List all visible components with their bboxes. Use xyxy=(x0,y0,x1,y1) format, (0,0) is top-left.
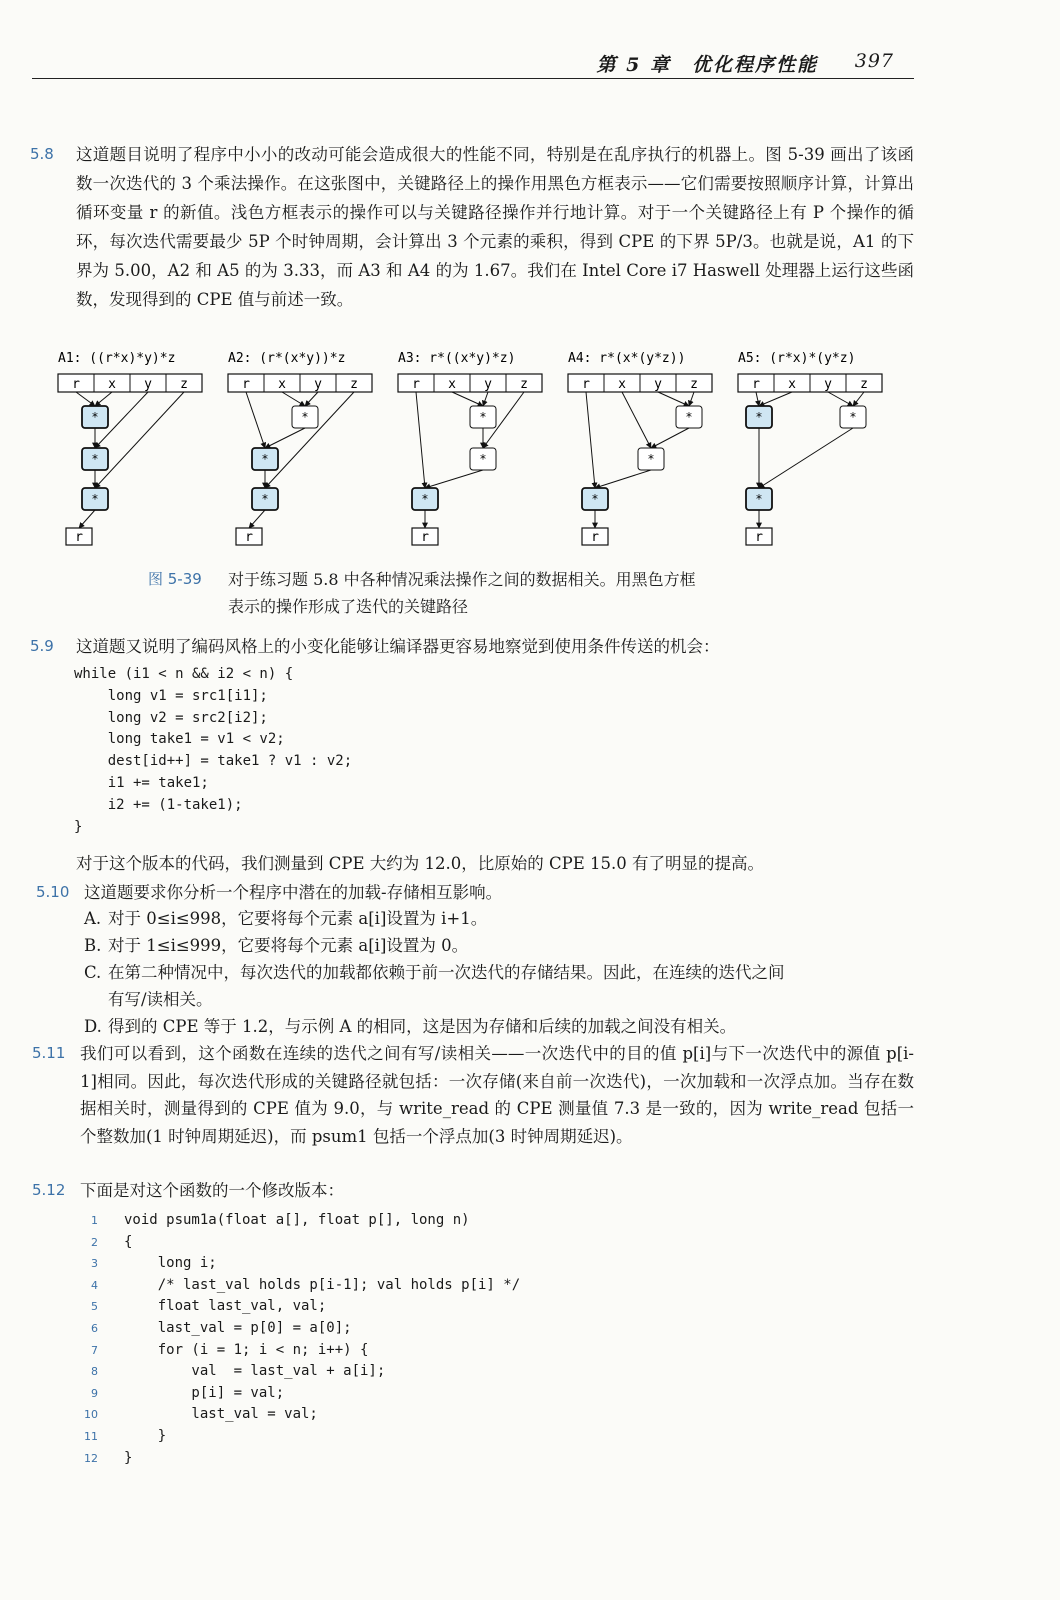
multiply-symbol: * xyxy=(685,410,693,424)
line-number: 11 xyxy=(84,1429,98,1443)
input-y: y xyxy=(484,377,492,392)
answer-text: 这道题目说明了程序中小小的改动可能会造成很大的性能不同，特别是在乱序执行的机器上。图 5-39 画出了该函数一次迭代的 3 个乘法操作。在这张图中，关键路径上的操作用黑色方框表示——它们需要按照顺序计算，计算出循环变量 r 的新值。浅色方框表示的操作可以与关键路径操作并行地计算。对于一个关键路径上有 P 个操作的循环，每次迭代需要最少 5P 个时钟周期，会计算出 3 个元素的乘积，得到 CPE 的下界 5P/3。也就是说，A1 的下界为 5.00，A2 和 A5 的为 3.33，而 A3 和 A4 的为 1.67。我们在 Intel Core i7 Haswell 处理器上运行这些函数，发现得到的 CPE 值与前述一致。 xyxy=(76,145,914,309)
answer-number: 5.10 xyxy=(36,883,70,901)
item-label: A. xyxy=(84,909,102,928)
variant-label: A1: ((r*x)*y)*z xyxy=(58,351,176,366)
code-line: dest[id++] = take1 ? v1 : v2; xyxy=(74,753,353,770)
code-block-5-9 xyxy=(74,664,352,838)
input-y: y xyxy=(654,377,662,392)
page-number: 397 xyxy=(854,50,894,72)
code-text: val = last_val + a[i]; xyxy=(124,1363,386,1380)
multiply-symbol: * xyxy=(91,492,99,506)
code-line: long v2 = src2[i2]; xyxy=(74,709,268,726)
multiply-symbol: * xyxy=(479,410,487,424)
figure-caption xyxy=(148,566,848,620)
variant-label: A5: (r*x)*(y*z) xyxy=(738,351,856,366)
dependency-arrow xyxy=(756,392,759,406)
input-x: x xyxy=(788,377,796,392)
variant-label: A3: r*((x*y)*z) xyxy=(398,351,516,366)
dependency-arrow xyxy=(282,392,305,406)
line-number: 4 xyxy=(91,1278,98,1292)
multiply-symbol: * xyxy=(755,492,763,506)
answer-intro: 这道题又说明了编码风格上的小变化能够让编译器更容易地察觉到使用条件传送的机会： xyxy=(76,637,720,656)
caption-line-1: 对于练习题 5.8 中各种情况乘法操作之间的数据相关。用黑色方框 xyxy=(228,570,696,589)
item-label: B. xyxy=(84,936,102,955)
answer-5-9 xyxy=(30,632,914,661)
code-text: } xyxy=(124,1427,167,1444)
answer-5-12 xyxy=(32,1176,914,1205)
item-text-line-2: 有写/读相关。 xyxy=(108,990,213,1009)
multiply-symbol: * xyxy=(91,410,99,424)
output-r: r xyxy=(591,530,599,545)
dependency-arrow xyxy=(305,392,318,406)
line-number: 10 xyxy=(84,1408,98,1422)
code-line: i2 += (1-take1); xyxy=(74,796,243,813)
dependency-arrow xyxy=(759,428,853,488)
input-r: r xyxy=(72,377,80,392)
output-r: r xyxy=(421,530,429,545)
dependency-arrow xyxy=(483,392,488,406)
code-text: long i; xyxy=(124,1255,217,1272)
code-line: i1 += take1; xyxy=(74,774,209,791)
input-z: z xyxy=(350,377,358,392)
input-x: x xyxy=(448,377,456,392)
dependency-arrow xyxy=(853,392,864,406)
input-z: z xyxy=(520,377,528,392)
multiply-symbol: * xyxy=(755,410,763,424)
line-number: 2 xyxy=(91,1235,98,1249)
item-a xyxy=(84,905,914,932)
dependency-arrow xyxy=(249,510,265,528)
figure-label: 图 5-39 xyxy=(148,570,202,588)
code-line: } xyxy=(74,818,83,835)
input-y: y xyxy=(824,377,832,392)
code-text: } xyxy=(124,1449,133,1466)
output-r: r xyxy=(75,530,83,545)
item-text: 得到的 CPE 等于 1.2，与示例 A 的相同，这是因为存储和后续的加载之间没有相关。 xyxy=(108,1017,737,1036)
multiply-symbol: * xyxy=(647,452,655,466)
input-y: y xyxy=(144,377,152,392)
code-text: last_val = val; xyxy=(124,1406,318,1423)
line-number: 6 xyxy=(91,1321,98,1335)
dependency-arrow xyxy=(651,428,689,448)
code-line: long v1 = src1[i1]; xyxy=(74,687,268,704)
line-number: 12 xyxy=(84,1451,98,1465)
multiply-symbol: * xyxy=(421,492,429,506)
input-x: x xyxy=(108,377,116,392)
line-number: 3 xyxy=(91,1257,98,1271)
item-text: 对于 1≤i≤999，它要将每个元素 a[i]设置为 0。 xyxy=(108,936,469,955)
input-x: x xyxy=(618,377,626,392)
code-text: /* last_val holds p[i-1]; val holds p[i] */ xyxy=(124,1276,521,1293)
dependency-arrow xyxy=(586,392,595,488)
variant-label: A2: (r*(x*y))*z xyxy=(228,351,346,366)
dependency-arrow xyxy=(689,392,694,406)
line-number: 5 xyxy=(91,1300,98,1314)
caption-line-2: 表示的操作形成了迭代的关键路径 xyxy=(228,597,469,616)
chapter-title: 第 5 章 优化程序性能 xyxy=(596,54,818,76)
dependency-arrow xyxy=(452,392,483,406)
answer-5-10 xyxy=(36,878,914,907)
multiply-symbol: * xyxy=(91,452,99,466)
answer-text: 我们可以看到，这个函数在连续的迭代之间有写/读相关——一次迭代中的目的值 p[i]与下一次迭代中的源值 p[i- 1]相同。因此，每次迭代形成的关键路径就包括：一次存储(来自前一次迭代)，一次加载和一次浮点加。当存在数据相关时，测量得到的 CPE 值为 9.0，与 write_read 的 CPE 测量值 7.3 是一致的，因为 write_read 包括一个整数加(1 时钟周期延迟)，而 psum1 包括一个浮点加(3 时钟周期延迟)。 xyxy=(80,1044,914,1146)
item-text: 对于 0≤i≤998，它要将每个元素 a[i]设置为 i+1。 xyxy=(108,909,488,928)
multiply-symbol: * xyxy=(479,452,487,466)
code-text: for (i = 1; i < n; i++) { xyxy=(124,1341,369,1358)
input-r: r xyxy=(412,377,420,392)
answer-number: 5.9 xyxy=(30,637,54,655)
multiply-symbol: * xyxy=(261,452,269,466)
code-text: p[i] = val; xyxy=(124,1384,285,1401)
answer-intro: 这道题要求你分析一个程序中潜在的加载-存储相互影响。 xyxy=(84,883,503,902)
line-number: 7 xyxy=(91,1343,98,1357)
answer-intro: 下面是对这个函数的一个修改版本： xyxy=(80,1181,344,1200)
code-line: long take1 = v1 < v2; xyxy=(74,731,285,748)
line-number: 8 xyxy=(91,1365,98,1379)
variant-label: A4: r*(x*(y*z)) xyxy=(568,351,686,366)
item-text-line-1: 在第二种情况中，每次迭代的加载都依赖于前一次迭代的存储结果。因此，在连续的迭代之间 xyxy=(108,963,785,982)
code-text: float last_val, val; xyxy=(124,1298,327,1315)
answer-number: 5.11 xyxy=(32,1044,66,1062)
dependency-arrow xyxy=(425,470,483,488)
answer-5-11 xyxy=(32,1040,914,1150)
answer-5-9-outro: 对于这个版本的代码，我们测量到 CPE 大约为 12.0，比原始的 CPE 15.0 有了明显的提高。 xyxy=(76,854,764,873)
multiply-symbol: * xyxy=(261,492,269,506)
item-d xyxy=(84,1013,914,1040)
dependency-arrow xyxy=(76,392,95,406)
input-z: z xyxy=(860,377,868,392)
input-z: z xyxy=(180,377,188,392)
code-text: void psum1a(float a[], float p[], long n) xyxy=(124,1212,470,1228)
dependency-arrow xyxy=(95,392,112,406)
dependency-arrow xyxy=(595,470,651,488)
input-r: r xyxy=(582,377,590,392)
item-c xyxy=(84,959,914,1013)
dependency-arrow xyxy=(759,392,792,406)
output-r: r xyxy=(755,530,763,545)
item-b xyxy=(84,932,914,959)
code-line: while (i1 < n && i2 < n) { xyxy=(74,666,294,682)
multiply-symbol: * xyxy=(849,410,857,424)
output-r: r xyxy=(245,530,253,545)
dependency-arrow xyxy=(265,428,305,448)
code-text: last_val = p[0] = a[0]; xyxy=(124,1319,352,1336)
input-z: z xyxy=(690,377,698,392)
input-r: r xyxy=(242,377,250,392)
line-number: 9 xyxy=(91,1386,98,1400)
dependency-arrow xyxy=(658,392,689,406)
figure-5-39-diagram xyxy=(50,346,910,554)
line-number: 1 xyxy=(91,1214,98,1227)
input-r: r xyxy=(752,377,760,392)
item-label: C. xyxy=(84,963,102,982)
running-head xyxy=(32,38,914,79)
answer-number: 5.12 xyxy=(32,1181,66,1199)
dependency-arrow xyxy=(416,392,425,488)
code-text: { xyxy=(124,1233,133,1250)
dependency-arrow xyxy=(79,510,95,528)
answer-5-8 xyxy=(30,140,914,314)
dependency-arrow xyxy=(246,392,265,448)
multiply-symbol: * xyxy=(301,410,309,424)
input-y: y xyxy=(314,377,322,392)
answer-number: 5.8 xyxy=(30,145,54,163)
dependency-arrow xyxy=(828,392,853,406)
multiply-symbol: * xyxy=(591,492,599,506)
input-x: x xyxy=(278,377,286,392)
item-label: D. xyxy=(84,1017,102,1036)
dependency-arrow xyxy=(95,392,184,488)
dependency-arrow xyxy=(622,392,651,448)
